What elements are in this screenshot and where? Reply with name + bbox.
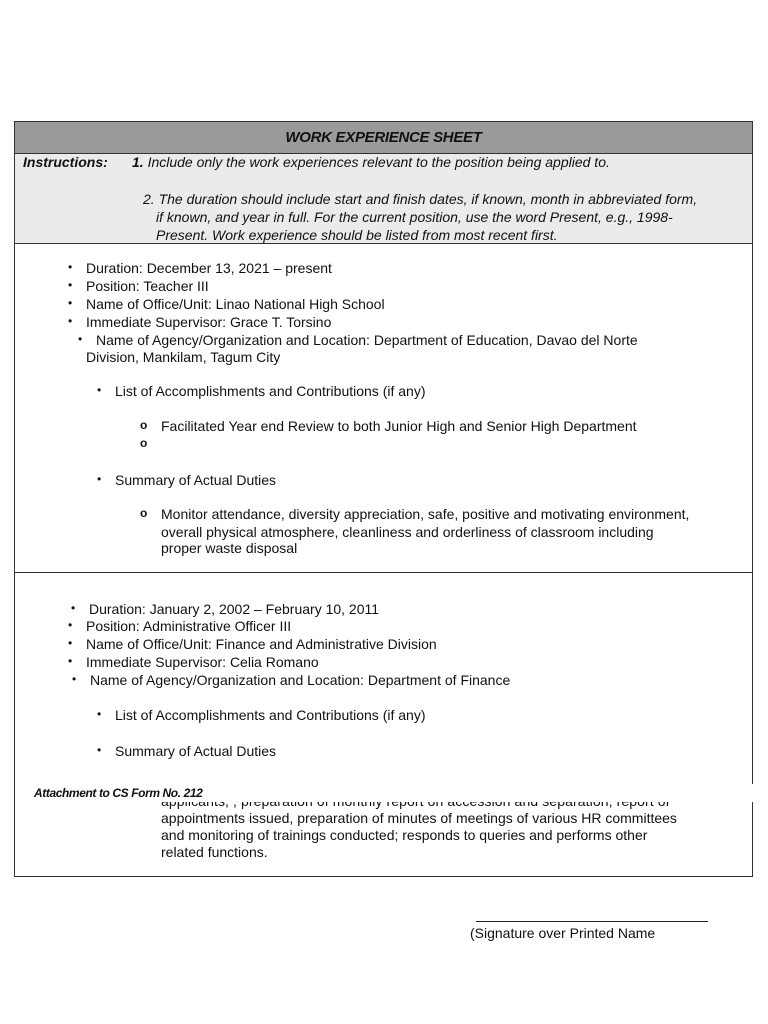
signature-line xyxy=(476,921,708,922)
entry-1-duration: • Duration: December 13, 2021 – present xyxy=(86,260,332,276)
work-experience-sheet xyxy=(14,121,753,877)
entry-1-accomplishment-1: o Facilitated Year end Review to both Junior High and Senior High Department xyxy=(161,418,637,434)
experience-entry-2 xyxy=(15,573,752,876)
experience-entry-1 xyxy=(15,244,752,573)
instruction-item-2 xyxy=(143,190,745,244)
entry-1-position: • Position: Teacher III xyxy=(86,278,209,294)
entry-1-agency-line1: • Name of Agency/Organization and Location: Department of Education, Davao del Norte xyxy=(96,332,638,348)
instruction-item-1-text: Include only the work experiences relevant to the position being applied to. xyxy=(147,154,610,170)
entry-2-duties-label: • Summary of Actual Duties xyxy=(115,743,276,759)
instruction-item-2-line1: 2. The duration should include start and finish dates, if known, month in abbreviated form, xyxy=(143,191,698,207)
instruction-item-1 xyxy=(132,154,610,170)
signature-caption: (Signature over Printed Name xyxy=(470,925,656,941)
entry-1-duties-label: • Summary of Actual Duties xyxy=(115,472,276,488)
entry-1-duty-line3: proper waste disposal xyxy=(161,540,298,556)
instructions-block xyxy=(15,154,752,244)
entry-1-duty-line2: overall physical atmosphere, cleanliness and orderliness of classroom including xyxy=(161,524,654,540)
entry-2-accomplishments-label: • List of Accomplishments and Contributions (if any) xyxy=(115,707,425,723)
entry-1-accomplishments-label: • List of Accomplishments and Contributions (if any) xyxy=(115,383,425,399)
entry-2-duty-line3: appointments issued, preparation of minutes of meetings of various HR committees xyxy=(161,810,677,826)
entry-1-duty-line1: o Monitor attendance, diversity appreciation, safe, positive and motivating environment, xyxy=(161,506,689,522)
sheet-title: WORK EXPERIENCE SHEET xyxy=(15,122,752,154)
entry-1-agency-line2: Division, Mankilam, Tagum City xyxy=(86,349,281,365)
instruction-item-1-number: 1. xyxy=(132,154,144,170)
entry-2-office: • Name of Office/Unit: Finance and Administrative Division xyxy=(86,636,437,652)
entry-2-supervisor: • Immediate Supervisor: Celia Romano xyxy=(86,654,319,670)
instruction-item-2-line3: Present. Work experience should be listed from most recent first. xyxy=(156,227,558,243)
instructions-label: Instructions: xyxy=(23,154,108,170)
entry-1-supervisor: • Immediate Supervisor: Grace T. Torsino xyxy=(86,314,331,330)
entry-2-agency: • Name of Agency/Organization and Location: Department of Finance xyxy=(90,672,510,688)
attachment-label: Attachment to CS Form No. 212 xyxy=(34,784,754,802)
instruction-item-2-line2: if known, and year in full. For the current position, use the word Present, e.g., 1998- xyxy=(156,209,673,225)
entry-2-duration: • Duration: January 2, 2002 – February 10, 2011 xyxy=(89,601,379,617)
entry-2-duty-line4: and monitoring of trainings conducted; responds to queries and performs other xyxy=(161,827,648,843)
entry-1-office: • Name of Office/Unit: Linao National High School xyxy=(86,296,385,312)
entry-2-position: • Position: Administrative Officer III xyxy=(86,618,291,634)
entry-2-duty-line5: related functions. xyxy=(161,844,268,860)
